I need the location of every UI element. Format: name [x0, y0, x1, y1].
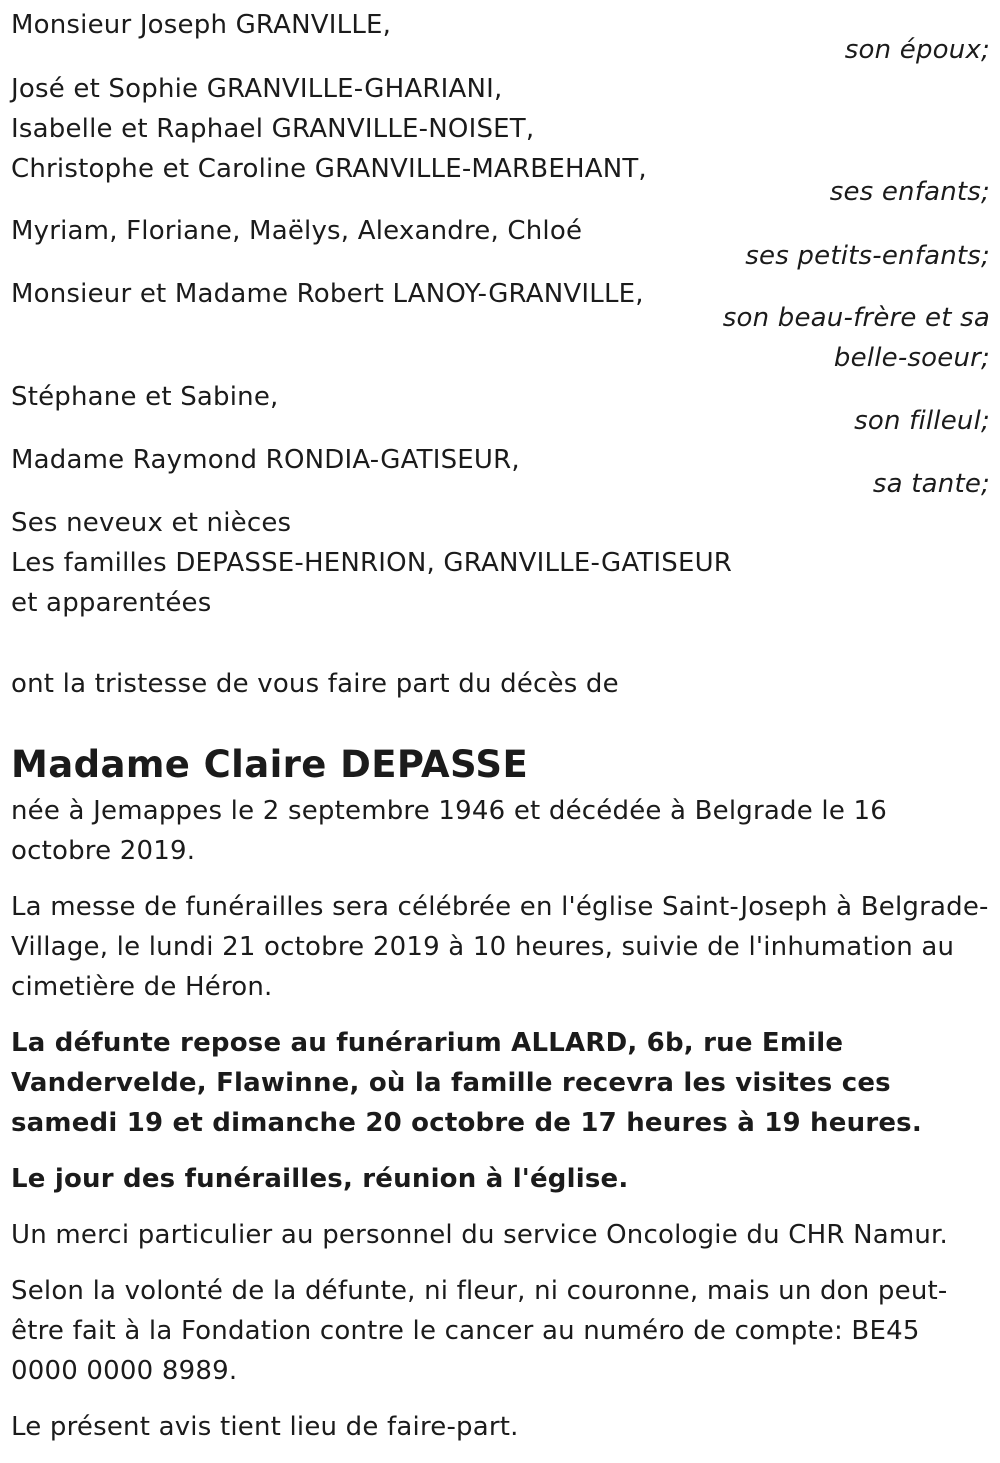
grandchildren-role: ses petits-enfants; — [745, 241, 990, 271]
relatives-line: et apparentées — [11, 588, 212, 618]
birth-death-text: née à Jemappes le 2 septembre 1946 et décédée à Belgrade le 16 octobre 2019. — [11, 796, 887, 866]
children-role: ses enfants; — [829, 177, 990, 207]
child-family-1: José et Sophie GRANVILLE-GHARIANI, — [11, 74, 503, 104]
spouse-role: son époux; — [844, 35, 990, 65]
in-laws-role-line-1: son beau-frère et sa — [722, 303, 990, 333]
child-family-3: Christophe et Caroline GRANVILLE-MARBEHANT, — [11, 154, 647, 184]
closing-paragraph: Le présent avis tient lieu de faire-part. — [11, 1412, 519, 1442]
funeral-paragraph: La messe de funérailles sera célébrée en l'église Saint-Joseph à Belgrade-Village, le lundi 21 octobre 2019 à 10 heures, suivie de l'inhumation au cimetière de Héron. — [11, 892, 989, 1002]
aunt-name: Madame Raymond RONDIA-GATISEUR, — [11, 445, 520, 475]
grandchildren-names: Myriam, Floriane, Maëlys, Alexandre, Chloé — [11, 216, 583, 246]
aunt-role: sa tante; — [872, 469, 990, 499]
deceased-name: Madame Claire DEPASSE — [11, 743, 529, 786]
child-family-2: Isabelle et Raphael GRANVILLE-NOISET, — [11, 114, 535, 144]
visitation-paragraph: La défunte repose au funérarium ALLARD, 6b, rue Emile Vandervelde, Flawinne, où la famille recevra les visites ces samedi 19 et dimanche 20 octobre de 17 heures à 19 heures. — [11, 1028, 922, 1138]
spouse-name: Monsieur Joseph GRANVILLE, — [11, 10, 392, 40]
in-laws-names: Monsieur et Madame Robert LANOY-GRANVILLE, — [11, 279, 644, 309]
meeting-paragraph: Le jour des funérailles, réunion à l'église. — [11, 1164, 629, 1194]
families-line: Les familles DEPASSE-HENRION, GRANVILLE-GATISEUR — [11, 548, 733, 578]
in-laws-role-line-2: belle-soeur; — [833, 343, 990, 373]
nephews-nieces: Ses neveux et nièces — [11, 508, 292, 538]
godchild-names: Stéphane et Sabine, — [11, 382, 279, 412]
donation-paragraph: Selon la volonté de la défunte, ni fleur, ni couronne, mais un don peut-être fait à la Fondation contre le cancer au numéro de compte: BE45 0000 0000 8989. — [11, 1276, 948, 1386]
thanks-paragraph: Un merci particulier au personnel du service Oncologie du CHR Namur. — [11, 1220, 949, 1250]
godchild-role: son filleul; — [854, 406, 990, 436]
announcement: ont la tristesse de vous faire part du décès de — [11, 669, 619, 699]
